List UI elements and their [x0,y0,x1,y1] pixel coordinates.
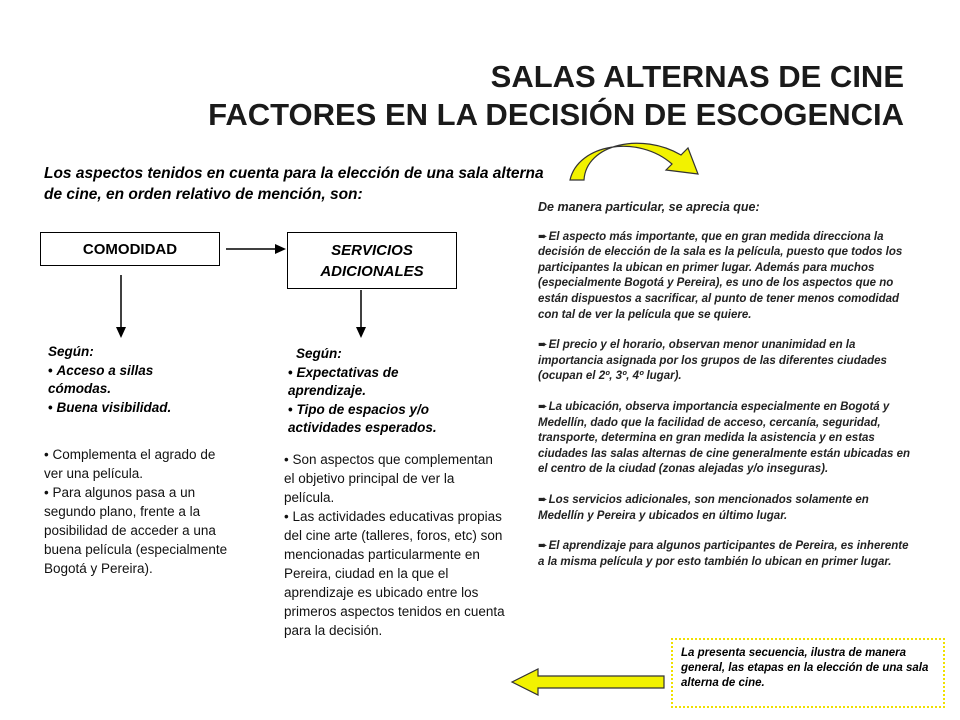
arrow-bullet-icon: ➨ [538,540,548,553]
sequence-note: La presenta secuencia, ilustra de manera general, las etapas en la elección de una sala alterna de cine. [671,638,945,708]
comodidad-label: COMODIDAD [82,240,178,258]
left-notes [44,445,229,578]
left-criterion: • Acceso a sillas cómodas. [48,362,218,399]
finding-paragraph: ➨La ubicación, observa importancia especialmente en Bogotá y Medellín, dado que la facilidad de acceso, cercanía, seguridad, transporte, determina en gran medida la asistencia y en estas ciudades las salas alternas de cine generalmente están ubicadas en el centro de la ciudad (zonas alejadas y/o inseguras). [538,400,911,476]
middle-criteria [288,345,478,438]
intro-text: Los aspectos tenidos en cuenta para la elección de una sala alterna de cine, en orden relativo de mención, son: [44,165,544,203]
left-criteria [48,343,218,417]
right-arrow-icon [226,244,286,254]
left-criterion: • Buena visibilidad. [48,399,218,418]
title-line-2: FACTORES EN LA DECISIÓN DE ESCOGENCIA [208,97,904,132]
middle-criterion: • Expectativas de aprendizaje. [288,364,478,401]
middle-segun: Según: [296,346,342,361]
servicios-label-1: SERVICIOS [331,241,413,259]
findings-heading: De manera particular, se aprecia que: [538,200,760,214]
left-note: • Para algunos pasa a un segundo plano, frente a la posibilidad de acceder a una buena película (especialmente Bogotá y Pereira). [44,483,229,578]
down-arrow-middle-icon [356,290,366,338]
middle-notes [284,450,506,640]
arrow-bullet-icon: ➨ [538,230,548,243]
particular-findings [538,200,910,585]
left-note: • Complementa el agrado de ver una película. [44,445,229,483]
arrow-bullet-icon: ➨ [538,493,548,506]
arrow-bullet-icon: ➨ [538,400,548,413]
finding-paragraph: ➨Los servicios adicionales, son mencionados solamente en Medellín y Pereira y ubicados en último lugar. [538,493,869,522]
title-line-1: SALAS ALTERNAS DE CINE [490,59,904,94]
finding-paragraph: ➨El aspecto más importante, que en gran medida direcciona la decisión de elección de la sala es la película, puesto que todos los participantes la ubican en primer lugar. Además para muchos (especialmente Bogotá y Pereira), es uno de los aspectos que no están dispuestos a sacrificar, al punto de tener menos comodidad con tal de ver la película que se quiere. [538,230,903,321]
servicios-label-2: ADICIONALES [320,262,424,280]
down-arrow-left-icon [116,275,126,338]
middle-note: • Son aspectos que complementan el objetivo principal de ver la película. [284,450,506,507]
arrow-bullet-icon: ➨ [538,339,548,352]
middle-note: • Las actividades educativas propias del cine arte (talleres, foros, etc) son mencionadas particularmente en Pereira, ciudad en la que el aprendizaje es ubicado entre los primeros aspectos tenidos en cuenta para la decisión. [284,507,506,640]
middle-criterion: • Tipo de espacios y/o actividades esperados. [288,401,478,438]
finding-paragraph: ➨El precio y el horario, observan menor unanimidad en la importancia asignada por los grupos de las diferentes ciudades (ocupan el 2º, 3º, 4º lugar). [538,339,887,383]
left-segun: Según: [48,344,94,359]
finding-paragraph: ➨El aprendizaje para algunos participantes de Pereira, es inherente a la misma película y por esto también lo ubican en primer lugar. [538,540,909,568]
left-arrow-icon [508,665,668,699]
